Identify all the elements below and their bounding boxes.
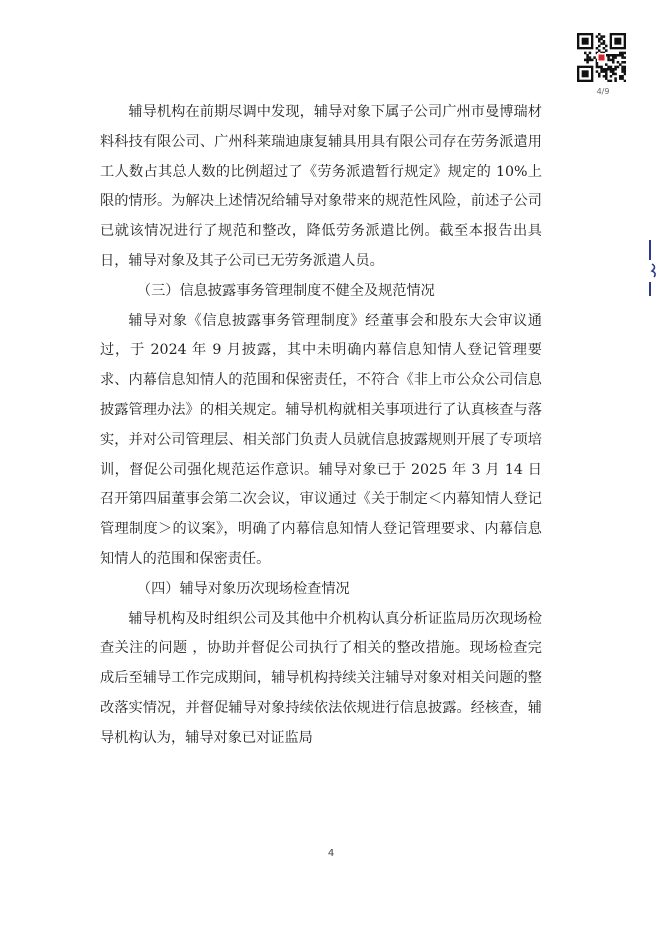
page-number: 4 <box>327 848 335 859</box>
document-body <box>100 98 542 754</box>
seal-edge-icon <box>646 238 662 298</box>
section-heading-3: （三）信息披露事务管理制度不健全及规范情况 <box>136 282 435 299</box>
paragraph-info-disclosure: 辅导对象《信息披露事务管理制度》经董事会和股东大会审议通过，于 2024 年 9 月披露，其中未明确内幕信息知情人登记管理要求、内幕信息知情人的范围和保密责任，不符合《非上市公众公司信息披露管理办法》的相关规定。辅导机构就相关事项进行了认真核查与落实，并对公司管理层、相关部门负责人员就信息披露规则开展了专项培训，督促公司强化规范运作意识。辅导对象已于 2025 年 3 月 14 日召开第四届董事会第二次会议，审议通过《关于制定＜内幕知情人登记管理制度＞的议案》，明确了内幕信息知情人登记管理要求、内幕信息知情人的范围和保密责任。 <box>100 312 542 567</box>
qr-code-icon <box>577 33 626 82</box>
paragraph-onsite-inspection: 辅导机构及时组织公司及其他中介机构认真分析证监局历次现场检查关注的问题 ，协助并督促公司执行了相关的整改措施。现场检查完成后至辅导工作完成期间，辅导机构持续关注辅导对象对相关问题的整改落实情况，并督促辅导对象持续依法依规进行信息披露。经核查，辅导机构认为，辅导对象已对证监局 <box>100 610 542 746</box>
section-heading-4: （四）辅导对象历次现场检查情况 <box>136 580 350 597</box>
paragraph-labor-dispatch: 辅导机构在前期尽调中发现，辅导对象下属子公司广州市曼博瑞材料科技有限公司、广州科莱瑞迪康复辅具用具有限公司存在劳务派遣用工人数占其总人数的比例超过了《劳务派遣暂行规定》规定的 10%上限的情形。为解决上述情况给辅导对象带来的规范性风险，前述子公司已就该情况进行了规范和整改，降低劳务派遣比例。截至本报告出具日，辅导对象及其子公司已无劳务派遣人员。 <box>100 104 542 269</box>
qr-code[interactable] <box>577 33 626 82</box>
page-fraction: 4/9 <box>596 87 610 96</box>
